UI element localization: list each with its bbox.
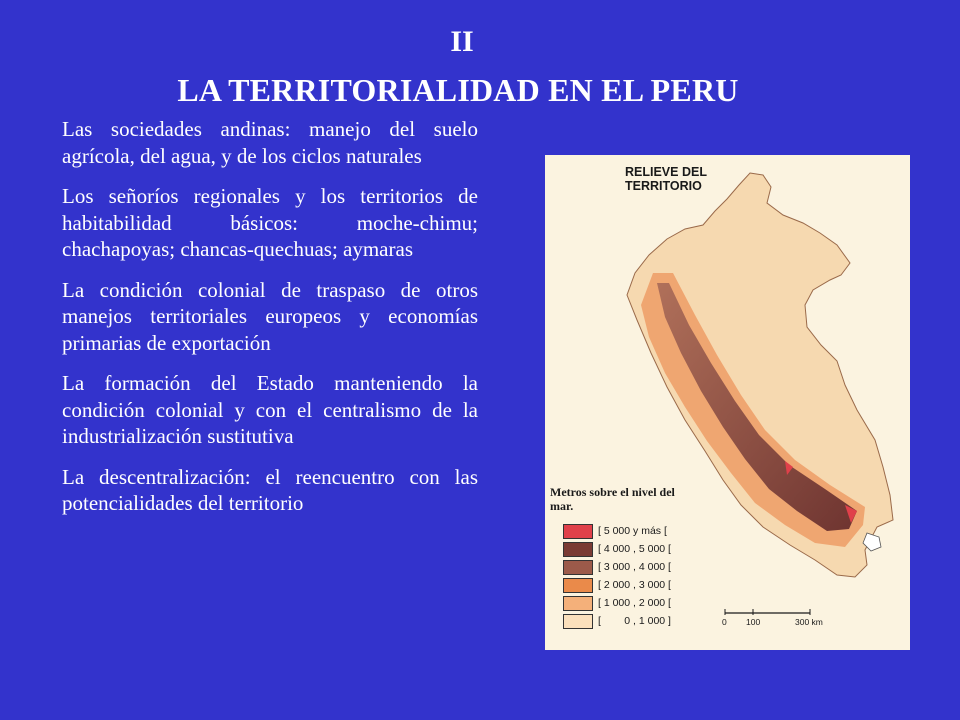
legend-label: [ 2 000 , 3 000 [ <box>598 579 671 591</box>
legend-item <box>563 541 671 557</box>
bullet-item: Los señoríos regionales y los territorios de habitabilidad básicos: moche-chimu; chachapoyas; chancas-quechuas; aymaras <box>62 184 478 261</box>
peru-relief-map-image <box>545 155 910 650</box>
slide-title: LA TERRITORIALIDAD EN EL PERU <box>177 72 739 108</box>
legend-swatch <box>563 614 593 629</box>
legend-label: [ 4 000 , 5 000 [ <box>598 543 671 555</box>
scale-label: 100 <box>746 617 761 627</box>
relief-map <box>545 155 910 650</box>
scale-label: 300 km <box>795 617 823 627</box>
bullet-list <box>62 116 478 531</box>
bullet-item: La condición colonial de traspaso de otros manejos territoriales europeos y economías primarias de exportación <box>62 277 478 355</box>
legend-swatch <box>563 578 593 593</box>
bullet-item: La formación del Estado manteniendo la condición colonial y con el centralismo de la industrialización sustitutiva <box>62 371 478 448</box>
scale-label: 0 <box>722 617 727 627</box>
legend-item <box>563 523 667 539</box>
legend-swatch <box>563 524 593 539</box>
legend-label: [ 1 000 , 2 000 [ <box>598 597 671 609</box>
legend-label: [ 3 000 , 4 000 [ <box>598 561 671 573</box>
legend-swatch <box>563 560 593 575</box>
legend-title: Metros sobre el nivel del mar. <box>550 485 675 513</box>
legend-item <box>563 595 671 611</box>
legend-label: [ 0 , 1 000 ] <box>598 615 671 627</box>
bullet-item: Las sociedades andinas: manejo del suelo agrícola, del agua, y de los ciclos naturales <box>62 117 478 168</box>
map-title <box>625 165 707 193</box>
legend-label: [ 5 000 y más [ <box>598 525 667 537</box>
legend-item <box>563 613 671 629</box>
slide-number: II <box>450 25 474 58</box>
legend-swatch <box>563 596 593 611</box>
map-title-line: RELIEVE DEL <box>625 165 707 179</box>
bullet-item: La descentralización: el reencuentro con las potencialidades del territorio <box>62 464 478 515</box>
map-title-line: TERRITORIO <box>625 179 702 193</box>
legend-swatch <box>563 542 593 557</box>
legend-item <box>563 559 671 575</box>
legend-item <box>563 577 671 593</box>
